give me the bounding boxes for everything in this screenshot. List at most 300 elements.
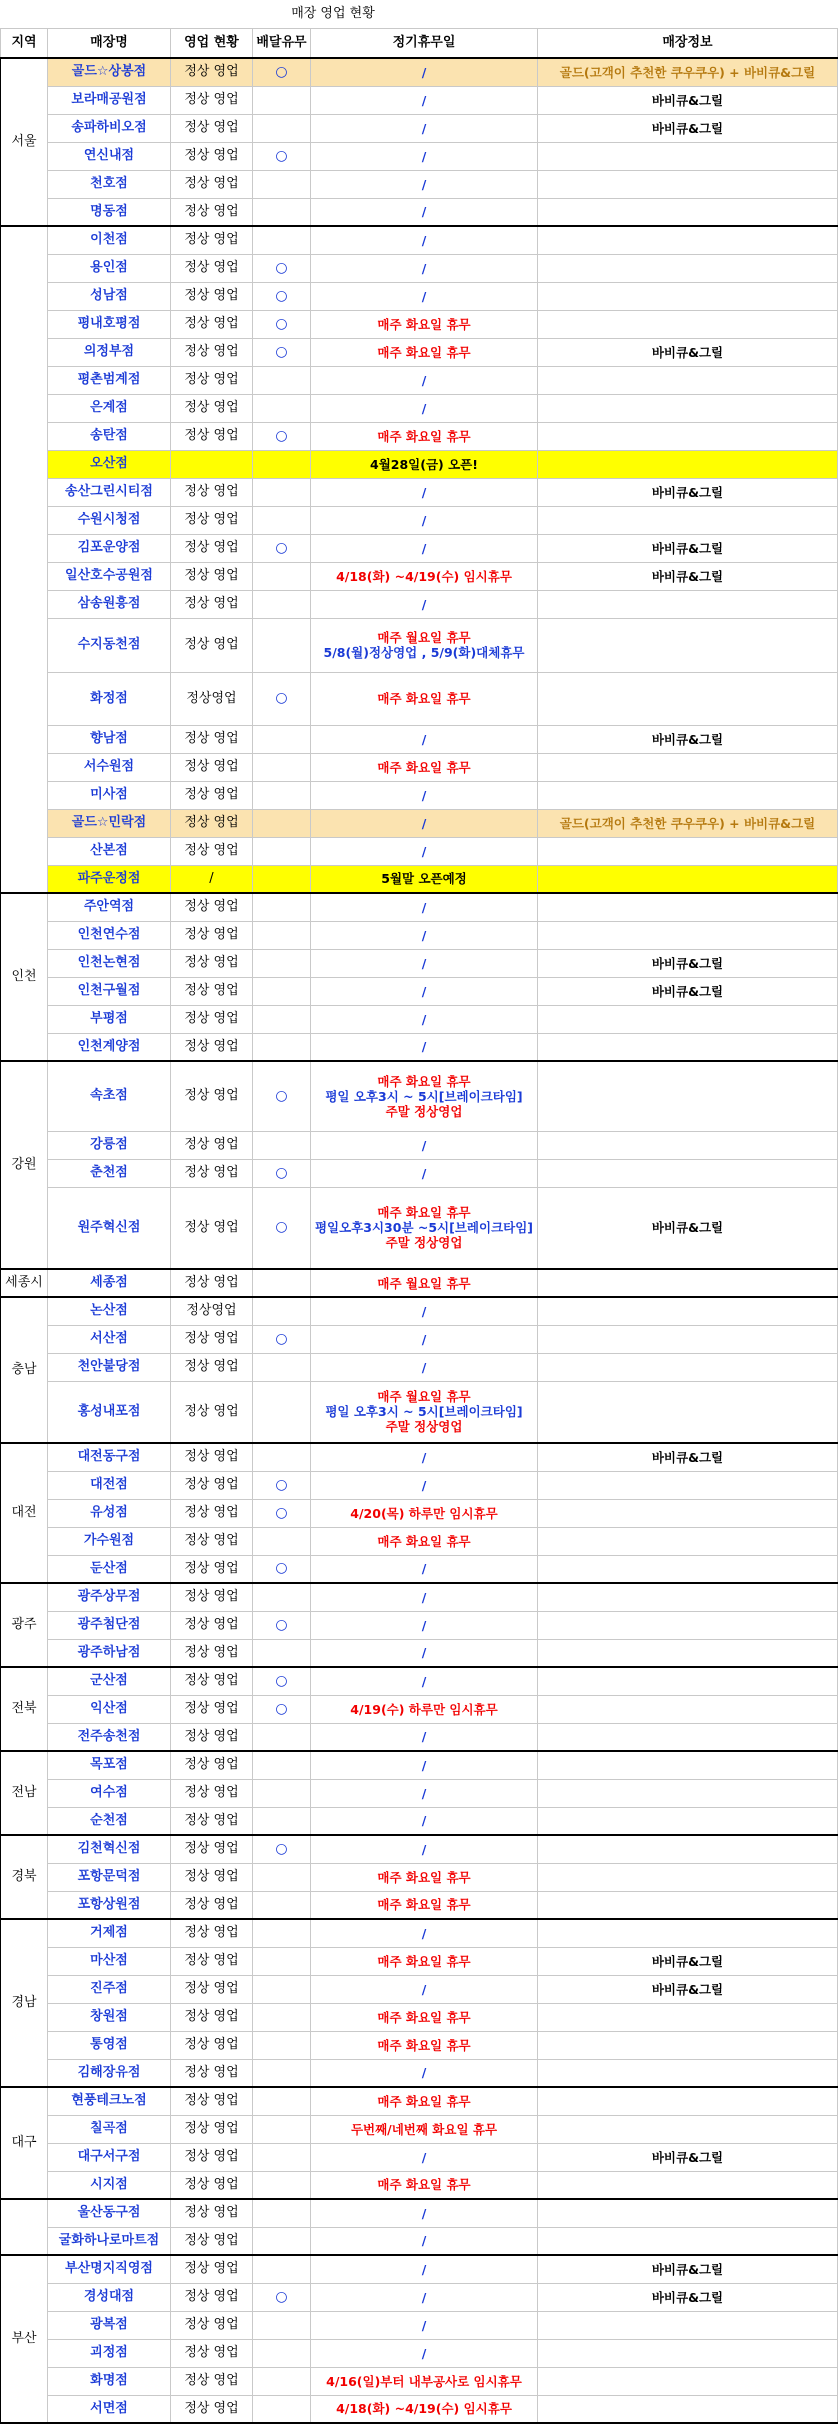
regular-holiday [311, 2255, 538, 2283]
store-info [538, 837, 838, 865]
delivery-mark [253, 1033, 311, 1061]
table-row [1, 2339, 838, 2367]
regular-holiday [311, 753, 538, 781]
delivery-mark: ○ [253, 1611, 311, 1639]
store-status: 정상 영업 [171, 1499, 253, 1527]
store-name: 포항상원점 [48, 1891, 171, 1919]
store-status: 정상 영업 [171, 2255, 253, 2283]
store-name: 향남점 [48, 725, 171, 753]
regular-holiday [311, 1751, 538, 1779]
store-info: 바비큐&그릴 [538, 977, 838, 1005]
holiday-text: / [421, 899, 427, 915]
store-info [538, 2087, 838, 2115]
store-info [538, 1353, 838, 1381]
store-status: 정상 영업 [171, 1611, 253, 1639]
delivery-mark [253, 1131, 311, 1159]
holiday-text: / [421, 2345, 427, 2361]
table-row [1, 366, 838, 394]
store-status: 정상 영업 [171, 1061, 253, 1131]
delivery-mark [253, 2143, 311, 2171]
delivery-mark: ○ [253, 58, 311, 86]
holiday-text: 4/18(화) ~4/19(수) 임시휴무 [336, 2401, 512, 2417]
table-row [1, 1325, 838, 1353]
region-cell: 광주 [1, 1583, 48, 1667]
store-info [538, 1779, 838, 1807]
store-name: 울산동구점 [48, 2199, 171, 2227]
store-name: 인천연수점 [48, 921, 171, 949]
store-info [538, 282, 838, 310]
store-name: 삼송원흥점 [48, 590, 171, 618]
holiday-text: / [421, 1477, 427, 1493]
store-status: 정상 영업 [171, 921, 253, 949]
holiday-text: / [421, 2261, 427, 2277]
delivery-mark [253, 2255, 311, 2283]
store-status: 정상 영업 [171, 1807, 253, 1835]
store-name: 김천혁신점 [48, 1835, 171, 1863]
holiday-text: / [421, 512, 427, 528]
regular-holiday [311, 254, 538, 282]
holiday-text: 매주 화요일 휴무 [377, 1953, 471, 1969]
holiday-text: 매주 화요일 휴무 [377, 2037, 471, 2053]
regular-holiday [311, 394, 538, 422]
delivery-mark [253, 2395, 311, 2423]
store-status: 정상 영업 [171, 1381, 253, 1443]
table-row [1, 254, 838, 282]
store-status: 정상 영업 [171, 2059, 253, 2087]
delivery-mark [253, 2003, 311, 2031]
store-name: 포항문덕점 [48, 1863, 171, 1891]
store-name: 송산그린시티점 [48, 478, 171, 506]
regular-holiday [311, 86, 538, 114]
store-name: 골드☆상봉점 [48, 58, 171, 86]
delivery-mark [253, 2171, 311, 2199]
table-row [1, 450, 838, 478]
table-row [1, 562, 838, 590]
holiday-text: 두번째/네번째 화요일 휴무 [350, 2121, 498, 2137]
table-row [1, 1639, 838, 1667]
store-info [538, 1527, 838, 1555]
store-info [538, 450, 838, 478]
store-status: 정상 영업 [171, 1555, 253, 1583]
store-status: 정상 영업 [171, 506, 253, 534]
holiday-text: / [421, 1981, 427, 1997]
store-status: 정상 영업 [171, 1835, 253, 1863]
store-info [538, 672, 838, 725]
holiday-text: / [421, 2317, 427, 2333]
regular-holiday [311, 1555, 538, 1583]
holiday-text: / [421, 64, 427, 80]
store-status: 정상 영업 [171, 809, 253, 837]
store-status: 정상 영업 [171, 1269, 253, 1297]
store-name: 마산점 [48, 1947, 171, 1975]
store-status: 정상 영업 [171, 618, 253, 672]
regular-holiday [311, 1583, 538, 1611]
delivery-mark [253, 226, 311, 254]
region-cell: 인천 [1, 893, 48, 1061]
store-info [538, 1269, 838, 1297]
table-row [1, 1611, 838, 1639]
store-name: 굴화하나로마트점 [48, 2227, 171, 2255]
holiday-text: / [421, 1011, 427, 1027]
regular-holiday [311, 2031, 538, 2059]
table-row [1, 170, 838, 198]
store-name: 부평점 [48, 1005, 171, 1033]
delivery-mark [253, 2227, 311, 2255]
store-info [538, 1381, 838, 1443]
table-row [1, 2087, 838, 2115]
store-status [171, 450, 253, 478]
store-status: 정상 영업 [171, 1131, 253, 1159]
delivery-mark: ○ [253, 310, 311, 338]
holiday-text: / [421, 787, 427, 803]
holiday-text: 매주 화요일 휴무 [377, 1897, 471, 1913]
store-info [538, 753, 838, 781]
table-row [1, 226, 838, 254]
store-info [538, 2339, 838, 2367]
delivery-mark [253, 1527, 311, 1555]
store-status: 정상 영업 [171, 58, 253, 86]
store-status: 정상 영업 [171, 2115, 253, 2143]
regular-holiday [311, 1033, 538, 1061]
table-row [1, 977, 838, 1005]
holiday-text: 4/19(수) 하루만 임시휴무 [350, 1701, 498, 1717]
delivery-mark [253, 893, 311, 921]
delivery-mark [253, 506, 311, 534]
table-row [1, 753, 838, 781]
store-status: 정상 영업 [171, 142, 253, 170]
regular-holiday [311, 310, 538, 338]
delivery-mark [253, 949, 311, 977]
holiday-text: / [421, 1165, 427, 1181]
store-name: 송파하비오점 [48, 114, 171, 142]
store-info [538, 2227, 838, 2255]
store-name: 화명점 [48, 2367, 171, 2395]
store-info: 골드(고객이 추천한 쿠우쿠우) + 바비큐&그릴 [538, 58, 838, 86]
header-holiday: 정기휴무일 [311, 29, 538, 59]
regular-holiday [311, 1695, 538, 1723]
regular-holiday [311, 506, 538, 534]
header-status: 영업 현황 [171, 29, 253, 59]
holiday-text: 매주 화요일 휴무 [377, 344, 471, 360]
store-info [538, 1005, 838, 1033]
store-name: 전주송천점 [48, 1723, 171, 1751]
table-row [1, 198, 838, 226]
holiday-text: / [421, 843, 427, 859]
delivery-mark [253, 198, 311, 226]
store-name: 인천논현점 [48, 949, 171, 977]
table-row [1, 921, 838, 949]
delivery-mark: ○ [253, 1835, 311, 1863]
holiday-text: / [421, 120, 427, 136]
regular-holiday [311, 2003, 538, 2031]
store-name: 익산점 [48, 1695, 171, 1723]
regular-holiday [311, 2087, 538, 2115]
store-name: 부산명지직영점 [48, 2255, 171, 2283]
delivery-mark [253, 1639, 311, 1667]
store-status: 정상 영업 [171, 2003, 253, 2031]
regular-holiday [311, 1005, 538, 1033]
delivery-mark: ○ [253, 422, 311, 450]
regular-holiday [311, 1919, 538, 1947]
table-row [1, 2059, 838, 2087]
holiday-text: / [421, 2065, 427, 2081]
regular-holiday [311, 282, 538, 310]
region-cell [1, 226, 48, 893]
store-status: 정상 영업 [171, 2395, 253, 2423]
table-row [1, 2031, 838, 2059]
table-row [1, 2227, 838, 2255]
holiday-text: / [421, 955, 427, 971]
store-status: 정상 영업 [171, 2339, 253, 2367]
store-status: 정상 영업 [171, 2311, 253, 2339]
store-name: 성남점 [48, 282, 171, 310]
delivery-mark [253, 1863, 311, 1891]
store-name: 홍성내포점 [48, 1381, 171, 1443]
holiday-text: 5/8(월)정상영업 , 5/9(화)대체휴무 [323, 645, 525, 660]
holiday-text: / [421, 2205, 427, 2221]
regular-holiday [311, 2227, 538, 2255]
store-info [538, 1695, 838, 1723]
store-info [538, 2395, 838, 2423]
store-info [538, 1325, 838, 1353]
store-info [538, 506, 838, 534]
store-name: 인천계양점 [48, 1033, 171, 1061]
store-status: 정상영업 [171, 1297, 253, 1325]
region-cell: 강원 [1, 1061, 48, 1269]
table-row [1, 1695, 838, 1723]
store-status: 정상 영업 [171, 1695, 253, 1723]
store-name: 거제점 [48, 1919, 171, 1947]
table-row [1, 1723, 838, 1751]
store-name: 서산점 [48, 1325, 171, 1353]
store-name: 목포점 [48, 1751, 171, 1779]
table-row [1, 2143, 838, 2171]
store-info [538, 590, 838, 618]
regular-holiday [311, 921, 538, 949]
holiday-text: / [421, 1331, 427, 1347]
regular-holiday [311, 478, 538, 506]
region-cell: 세종시 [1, 1269, 48, 1297]
delivery-mark [253, 394, 311, 422]
delivery-mark [253, 1779, 311, 1807]
store-status: 정상 영업 [171, 310, 253, 338]
store-name: 천안불당점 [48, 1353, 171, 1381]
store-status: 정상 영업 [171, 1975, 253, 2003]
holiday-text: / [421, 1039, 427, 1055]
regular-holiday [311, 170, 538, 198]
table-row [1, 534, 838, 562]
store-status: 정상 영업 [171, 2031, 253, 2059]
table-row [1, 1835, 838, 1863]
delivery-mark [253, 1723, 311, 1751]
store-name: 논산점 [48, 1297, 171, 1325]
store-status: 정상 영업 [171, 2199, 253, 2227]
store-name: 오산점 [48, 450, 171, 478]
store-info: 바비큐&그릴 [538, 86, 838, 114]
regular-holiday [311, 1639, 538, 1667]
delivery-mark [253, 562, 311, 590]
store-info [538, 422, 838, 450]
store-name: 대전동구점 [48, 1443, 171, 1471]
holiday-text: / [421, 204, 427, 220]
delivery-mark [253, 977, 311, 1005]
table-row [1, 1471, 838, 1499]
table-row [1, 1527, 838, 1555]
store-name: 광주첨단점 [48, 1611, 171, 1639]
store-info [538, 1891, 838, 1919]
store-name: 인천구월점 [48, 977, 171, 1005]
store-info: 바비큐&그릴 [538, 949, 838, 977]
table-row [1, 282, 838, 310]
delivery-mark: ○ [253, 254, 311, 282]
table-row [1, 338, 838, 366]
store-name: 속초점 [48, 1061, 171, 1131]
store-status: 정상 영업 [171, 338, 253, 366]
delivery-mark: ○ [253, 1471, 311, 1499]
header-row [1, 29, 838, 59]
delivery-mark [253, 753, 311, 781]
regular-holiday [311, 1131, 538, 1159]
store-status: 정상 영업 [171, 282, 253, 310]
holiday-text: 4/18(화) ~4/19(수) 임시휴무 [336, 568, 512, 584]
holiday-text: 4월28일(금) 오픈! [370, 456, 478, 472]
regular-holiday [311, 1061, 538, 1131]
store-info [538, 2367, 838, 2395]
store-status: 정상 영업 [171, 1033, 253, 1061]
store-info [538, 310, 838, 338]
regular-holiday [311, 1381, 538, 1443]
regular-holiday [311, 1353, 538, 1381]
store-info: 바비큐&그릴 [538, 1443, 838, 1471]
regular-holiday [311, 2143, 538, 2171]
store-info [538, 2311, 838, 2339]
holiday-text: 5월말 오픈예정 [381, 871, 467, 887]
delivery-mark [253, 1975, 311, 2003]
holiday-text: / [421, 232, 427, 248]
store-status: / [171, 865, 253, 893]
table-row [1, 618, 838, 672]
table-row [1, 837, 838, 865]
table-row [1, 2283, 838, 2311]
holiday-text: / [421, 484, 427, 500]
holiday-text: 4/16(일)부터 내부공사로 임시휴무 [326, 2373, 522, 2389]
delivery-mark: ○ [253, 1325, 311, 1353]
regular-holiday [311, 1611, 538, 1639]
store-info [538, 1807, 838, 1835]
holiday-text: / [421, 400, 427, 416]
store-status: 정상 영업 [171, 114, 253, 142]
store-name: 가수원점 [48, 1527, 171, 1555]
store-info: 바비큐&그릴 [538, 1975, 838, 2003]
holiday-text: / [421, 731, 427, 747]
regular-holiday [311, 1159, 538, 1187]
store-info [538, 781, 838, 809]
holiday-text: 매주 월요일 휴무 [377, 1389, 471, 1405]
store-info [538, 1555, 838, 1583]
holiday-text: / [421, 1925, 427, 1941]
table-row [1, 1779, 838, 1807]
regular-holiday [311, 725, 538, 753]
store-status: 정상 영업 [171, 893, 253, 921]
store-status: 정상 영업 [171, 2367, 253, 2395]
store-status: 정상 영업 [171, 478, 253, 506]
regular-holiday [311, 2283, 538, 2311]
regular-holiday [311, 977, 538, 1005]
store-info [538, 1723, 838, 1751]
store-name: 평내호평점 [48, 310, 171, 338]
store-info [538, 366, 838, 394]
table-row [1, 310, 838, 338]
store-status: 정상 영업 [171, 1779, 253, 1807]
store-name: 군산점 [48, 1667, 171, 1695]
regular-holiday [311, 1297, 538, 1325]
delivery-mark: ○ [253, 672, 311, 725]
table-row [1, 142, 838, 170]
holiday-text: 매주 화요일 휴무 [377, 759, 471, 775]
store-status: 정상 영업 [171, 1353, 253, 1381]
store-name: 파주운정점 [48, 865, 171, 893]
regular-holiday [311, 865, 538, 893]
store-status: 정상 영업 [171, 2087, 253, 2115]
delivery-mark [253, 1583, 311, 1611]
holiday-text: 매주 화요일 휴무 [377, 1869, 471, 1885]
regular-holiday [311, 226, 538, 254]
store-info [538, 1751, 838, 1779]
delivery-mark [253, 1891, 311, 1919]
store-info: 바비큐&그릴 [538, 2143, 838, 2171]
regular-holiday [311, 2115, 538, 2143]
store-status: 정상 영업 [171, 1187, 253, 1269]
store-status: 정상 영업 [171, 1667, 253, 1695]
table-row [1, 506, 838, 534]
regular-holiday [311, 198, 538, 226]
store-status: 정상 영업 [171, 1527, 253, 1555]
regular-holiday [311, 1779, 538, 1807]
store-name: 대전점 [48, 1471, 171, 1499]
delivery-mark: ○ [253, 1695, 311, 1723]
store-status: 정상 영업 [171, 1471, 253, 1499]
table-row [1, 2115, 838, 2143]
table-row [1, 2311, 838, 2339]
delivery-mark [253, 2311, 311, 2339]
store-info [538, 198, 838, 226]
store-info [538, 1919, 838, 1947]
holiday-text: / [421, 1841, 427, 1857]
delivery-mark: ○ [253, 282, 311, 310]
holiday-text: 평일 오후3시 ~ 5시[브레이크타임] [325, 1404, 523, 1420]
store-info: 바비큐&그릴 [538, 2283, 838, 2311]
store-name: 통영점 [48, 2031, 171, 2059]
delivery-mark [253, 1443, 311, 1471]
region-cell: 서울 [1, 58, 48, 226]
table-row [1, 1443, 838, 1471]
table-row [1, 672, 838, 725]
holiday-text: / [421, 2149, 427, 2165]
delivery-mark: ○ [253, 1159, 311, 1187]
regular-holiday [311, 781, 538, 809]
store-status: 정상 영업 [171, 977, 253, 1005]
delivery-mark [253, 1947, 311, 1975]
table-row [1, 1005, 838, 1033]
store-info [538, 394, 838, 422]
store-status: 정상 영업 [171, 1443, 253, 1471]
regular-holiday [311, 2367, 538, 2395]
store-info [538, 1499, 838, 1527]
table-row [1, 949, 838, 977]
delivery-mark [253, 1005, 311, 1033]
store-name: 경성대점 [48, 2283, 171, 2311]
store-name: 김해장유점 [48, 2059, 171, 2087]
